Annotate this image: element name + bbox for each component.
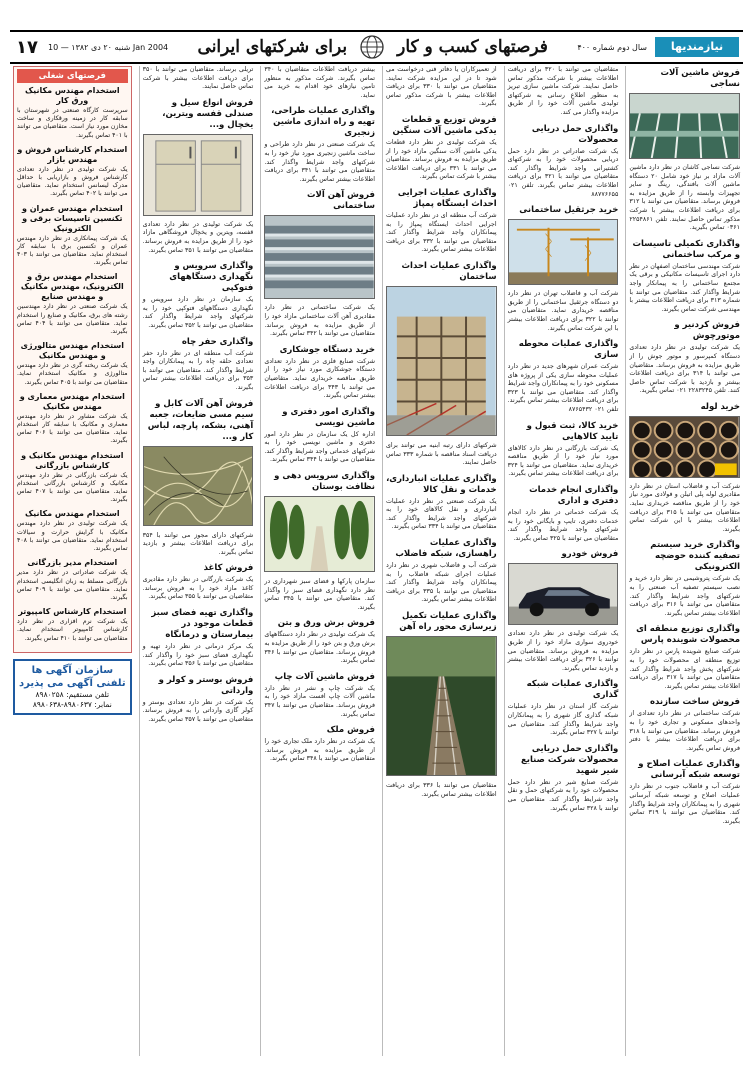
jobs-box [13, 66, 132, 653]
ad-office-phone: تلفن مستقیم: ۸۹۸۰۲۵۸ [35, 689, 110, 699]
ad-text: شرکت صنایع شیر در نظر دارد حمل محصولات خود را به شرکتهای حمل و نقل واجد شرایط واگذار کند. متقاضیان می توانند با ۳۲۸ تماس بگیرند. [507, 778, 619, 812]
ad-text: اداره کل یک سازمان در نظر دارد امور دفتری و ماشین نویسی خود را به شرکتهای خدماتی واجد شرایط واگذار کند. متقاضیان می توانند با ۳۴۴ تماس بگیرند. [264, 430, 375, 464]
ad-item [264, 618, 375, 665]
ad-title: واگذاری عملیات انبارداری، خدمات و نقل کالا [386, 473, 497, 495]
ad-title: واگذاری عملیات اجرایی احداث ایستگاه پمپاژ [397, 187, 497, 209]
ad-title: فروش ماشین آلات چاپ [274, 671, 375, 682]
ad-text: متقاضیان می توانند با ۳۳۶ برای دریافت اطلاعات بیشتر تماس بگیرند. [385, 782, 497, 798]
ad-item [629, 624, 740, 691]
ad-title: فروش ماشین آلات نساجی [660, 68, 740, 89]
ad-item [508, 205, 619, 333]
job-title: استخدام مهندس مکانیک و کارشناس بازرگانی [21, 450, 124, 470]
ad-item [629, 239, 740, 315]
ad-text: یک شرکت صنعتی در نظر دارد عملیات انبارداری و نقل کالاهای خود را به شرکتهای واجد شرایط واگذار کند. متقاضیان می توانند با ۳۳۴ تماس بگیرند. [385, 497, 497, 531]
job-title: استخدام مهندس عمران و تکنسین تاسیسات برقی و الکترونیک [21, 203, 123, 233]
job-text: یک شرکت بازرگانی در نظر دارد مهندس مکانیک و کارشناس بازرگانی استخدام نماید. متقاضیان می توانند با ۴۰۷ تماس بگیرند. [17, 471, 128, 504]
job-item [17, 86, 128, 140]
ad-item [264, 471, 375, 572]
ad-item [629, 402, 740, 535]
ad-title: واگذاری عملیات اصلاح و توسعه شبکه آبرسانی [638, 759, 740, 781]
ad-text: سازمان پارکها و فضای سبز شهرداری در نظر دارد نگهداری فضای سبز را واگذار کند. متقاضیان می توانند با ۳۴۵ تماس بگیرند. [264, 578, 375, 611]
ad-item [629, 540, 740, 618]
ad-item [143, 608, 254, 669]
ad-title: واگذاری عملیات طراحی، تهیه و راه اندازی ماشین زنجیری [271, 106, 375, 139]
ad-text: یک شرکت صنعتی در نظر دارد طراحی و ساخت ماشین زنجیری مورد نیاز خود را به شرکتهای واجد شرایط واگذار کند. متقاضیان می توانند با ۳۴۱ برای دریافت اطلاعات بیشتر تماس بگیرند. [264, 141, 375, 183]
ad-item [629, 697, 740, 753]
ad-item [508, 549, 619, 673]
job-title: استخدام مهندس مکانیک ورق کار [24, 86, 120, 105]
ad-title: فروش توزیع و قطعات یدکی ماشین آلات سنگین [392, 114, 497, 136]
ad-text: یک شرکت بازرگانی در نظر دارد کالاهای مورد نیاز خود را از طریق مناقصه خریداری نماید. متقاضیان می توانند با ۳۲۴ برای دریافت اطلاعات بیشتر تماس بگیرند. [507, 444, 619, 478]
ad-title: واگذاری حفر چاه [181, 336, 254, 347]
car-photo [508, 563, 619, 625]
ad-text: یک شرکت در نظر دارد تعدادی بوستر و کولر گازی وارداتی را به فروش برساند. متقاضیان می توانند با ۳۵۷ تماس بگیرند. [142, 698, 254, 724]
globe-icon [355, 34, 389, 60]
job-text: یک شرکت تولیدی در نظر دارد تعدادی کارشناس فروش و بازاریابی با حداقل مدرک لیسانس استخدام نماید. متقاضیان می توانند با ۴۰۲ تماس بگیرند. [17, 165, 128, 198]
ad-title: واگذاری عملیات محوطه سازی [518, 339, 619, 361]
job-item [17, 392, 128, 446]
job-item [17, 145, 128, 199]
ad-item [386, 538, 497, 605]
ad-text: تریلی برساند. متقاضیان می توانند با ۳۵۰ برای دریافت اطلاعات بیشتر با شرکت تماس حاصل نمایند. [142, 66, 254, 91]
column-4 [260, 66, 378, 1056]
ad-text: شرکت صنایع فلزی در نظر دارد تعدادی دستگاه جوشکاری مورد نیاز خود را از طریق مناقصه خریداری نماید. متقاضیان می توانند با ۳۴۳ برای دریافت اطلاعات بیشتر تماس بگیرند. [264, 357, 375, 400]
job-text: یک شرکت صنعتی در نظر دارد مهندسین رشته های برق، مکانیک و صنایع را استخدام نماید. متقاضیان می توانند با ۴۰۴ تماس بگیرند. [17, 303, 128, 336]
ad-office-title: سازمان آگهی ها تلفنی آگهی می پذیرد [19, 664, 126, 689]
ad-item [386, 474, 497, 532]
railway-photo [386, 636, 497, 776]
ad-title: فروش انواع سیل و صندلی قفسه ویترین، یخچال و... [162, 97, 254, 130]
masthead-title-a: فرصتهای کسب و کار [397, 37, 548, 57]
job-title: استخدام مهندس معماری و مهندس مکانیک [19, 391, 125, 411]
ad-item [264, 578, 375, 612]
job-text: سرپرست کارگاه صنعتی در شهرستان با سابقه کار در زمینه ورقکاری و ساخت مخازن مورد نیاز است. متقاضیان می توانند با ۴۰۱ تماس بگیرند. [17, 107, 128, 139]
ad-title: واگذاری حمل دریایی محصولات شرکت صنایع شیر شهید [520, 743, 619, 776]
ad-item [508, 339, 619, 415]
job-text: یک شرکت صادراتی در نظر دارد مدیر بازرگانی مسلط به زبان انگلیسی استخدام نماید. متقاضیان می توانند با ۴۰۹ تماس بگیرند. [17, 569, 128, 601]
job-title: استخدام مهندس مکانیک [24, 509, 120, 519]
ad-title: واگذاری عملیات شبکه گذاری [526, 679, 619, 701]
ad-text: یک شرکت تولیدی در نظر دارد تعدادی خودروی سواری مازاد خود را از طریق مزایده به فروش برساند. متقاضیان می توانند با ۳۲۶ برای دریافت اطلاعات بیشتر و بازدید تماس بگیرند. [507, 630, 619, 672]
ad-item [264, 190, 375, 338]
job-title: استخدام مهندس برق و الکترونیک، مهندس مکانیک و مهندس صنایع [20, 272, 124, 302]
building-construction-photo [386, 286, 497, 436]
date-line: شنبه ۲۰ دی ۱۳۸۲ — 10 Jan 2004 [47, 42, 169, 52]
column-1 [625, 66, 743, 1056]
job-text: یک شرکت مشاور در نظر دارد مهندس معماری و مکانیک با سابقه کار استخدام نماید. متقاضیان می توانند با ۴۰۶ تماس بگیرند. [17, 412, 128, 445]
ad-item [508, 679, 619, 737]
ad-title: واگذاری تهیه فضای سبز قطعات موجود در بیمارستان و درمانگاه [151, 608, 254, 641]
job-item [17, 607, 128, 643]
ad-item [629, 68, 740, 233]
job-item [17, 341, 128, 387]
ad-text: یک شرکت خدماتی در نظر دارد انجام خدمات دفتری، تایپ و بایگانی خود را به شرکتهای واجد شرایط واگذار کند. متقاضیان می توانند با ۳۲۵ تماس بگیرند. [507, 509, 619, 542]
ad-item [143, 261, 254, 330]
ad-text: یک شرکت تولیدی در نظر دارد تعدادی قفسه، ویترین و یخچال فروشگاهی مازاد خود را از طریق مزایده به فروش برساند. متقاضیان می توانند با ۳۵۱ تماس بگیرند. [142, 220, 254, 254]
ad-text: یک شرکت ساختمانی در نظر دارد مقادیری آهن آلات ساختمانی مازاد خود را از طریق مزایده به فروش برساند. متقاضیان می توانند با ۳۴۲ تماس بگیرند. [264, 304, 375, 338]
ad-text: یک شرکت تولیدی در نظر دارد تعدادی دستگاه کمپرسور و موتور جوش را از طریق مزایده به فروش برساند. متقاضیان می توانند با ۳۱۴ برای دریافت اطلاعات بیشتر و بازدید با شرکت تماس حاصل کنند. تلفن ۲۲۸۳۲۴۵ ۰۲۱ تماس بگیرید. [629, 344, 740, 395]
ad-item [386, 782, 497, 799]
job-text: یک شرکت پیمانکاری در نظر دارد مهندس عمران و تکنسین برق با سابقه کار استخدام نماید. متقاضیان می توانند با ۴۰۳ تماس بگیرند. [17, 234, 128, 267]
ad-text: یک شرکت بازرگانی در نظر دارد مقادیری کاغذ مازاد خود را به فروش برساند. متقاضیان می توانند با ۳۵۵ تماس بگیرند. [142, 576, 254, 601]
ad-office-box [13, 659, 132, 715]
ad-item [386, 261, 497, 436]
job-item [17, 272, 128, 336]
ad-item [264, 725, 375, 764]
masthead [168, 34, 577, 60]
ad-text: شرکتهای دارای رتبه ابنیه می توانند برای دریافت اسناد مناقصه با شماره ۳۳۳ تماس حاصل نمایند. [385, 441, 497, 467]
ad-text: یک شرکت در نظر دارد ملک تجاری خود را از طریق مزایده به فروش برساند. متقاضیان می توانند با ۳۴۸ تماس بگیرند. [264, 738, 375, 763]
ad-text: شرکت آب و فاضلاب استان در نظر دارد مقادیری لوله پلی اتیلن و فولادی مورد نیاز خود را از طریق مناقصه خریداری نماید. متقاضیان می توانند با ۳۱۵ برای دریافت اطلاعات بیشتر با این شرکت تماس بگیرند. [629, 482, 740, 533]
ad-item [143, 98, 254, 255]
ad-item [386, 442, 497, 468]
ad-text: شرکت مهندسی ساختمان اصفهان در نظر دارد اجرای تاسیسات مکانیکی و برقی یک مجتمع ساختمانی را به پیمانکار واجد شرایط واگذار کند. متقاضیان می توانند با شماره ۳۱۳ برای دریافت اطلاعات بیشتر با مهندسی شرکت تماس بگیرند. [629, 262, 741, 313]
ad-title: فروش کاغذ [203, 563, 254, 574]
ad-title: خرید جرثقیل ساختمانی [519, 205, 619, 216]
ad-title: واگذاری عملیات تکمیل زیرسازی محور راه آهن [399, 611, 497, 633]
pipes-photo [629, 416, 740, 478]
ad-text: شرکت صنایع شوینده پارس در نظر دارد توزیع منطقه ای محصولات خود را به شرکتهای پخش واجد شرایط واگذار کند. متقاضیان می توانند با ۳۱۷ برای دریافت اطلاعات بیشتر تماس بگیرند. [629, 648, 740, 690]
ad-item [508, 124, 619, 200]
ad-text: یک شرکت پتروشیمی در نظر دارد خرید و نصب سیستم تصفیه آب صنعتی را به شرکتهای واجد شرایط واگذار کند. متقاضیان می توانند با ۳۱۶ برای دریافت اطلاعات بیشتر تماس بگیرند. [629, 575, 740, 617]
ad-title: فروش ملک [326, 725, 375, 736]
job-item [17, 509, 128, 553]
ad-item [143, 399, 254, 526]
column-3 [382, 66, 500, 1056]
ad-item [143, 532, 254, 558]
logo: نیازمندیها [655, 37, 739, 57]
ad-office-fax: نمابر: ۸۹۸۰۶۳۷-۸۹۸۰۶۳۸ [32, 699, 112, 709]
column-2 [504, 66, 622, 1056]
ad-item [386, 611, 497, 776]
ad-title: فروش بوستر و کولر و وارداتی [158, 674, 254, 696]
ad-text: شرکت ساختمانی در نظر دارد تعدادی از واحدهای مسکونی و تجاری خود را به فروش برساند. متقاضیان می توانند با ۳۱۸ برای دریافت اطلاعات بیشتر با دفتر فروش تماس بگیرند. [629, 710, 740, 752]
column-5 [139, 66, 257, 1056]
ad-item [264, 407, 375, 465]
ad-title: خرید کالا، ثبت قبول و تایید کالاهایی [526, 420, 619, 442]
ad-text: یک شرکت صادراتی در نظر دارد حمل دریایی محصولات خود را به شرکتهای کشتیرانی واجد شرایط واگذار کند. متقاضیان می توانند با ۳۲۱ برای دریافت اطلاعات بیشتر تماس بگیرند. تلفن ۰۲۱ ۸۸۷۷۶۶۵۵ [507, 147, 619, 198]
ad-item [264, 66, 375, 100]
ad-title: واگذاری حمل دریایی محصولات [531, 123, 619, 145]
job-text: یک شرکت تولیدی در نظر دارد مهندس مکانیک با گرایش حرارت و سیالات استخدام نماید. متقاضیان می توانند با ۴۰۸ تماس بگیرند. [17, 520, 128, 553]
ad-item [264, 672, 375, 719]
ad-item [264, 345, 375, 401]
ad-text: شرکت آب و فاضلاب شهری در نظر دارد عملیات اجرای شبکه فاضلاب را به پیمانکاران واجد شرایط واگذار کند. متقاضیان می توانند با ۳۳۵ برای دریافت اطلاعات بیشتر تماس بگیرند. [385, 562, 497, 604]
job-text: یک شرکت نرم افزاری در نظر دارد کارشناس کامپیوتر استخدام نماید. متقاضیان می توانند با ۴۱۰ تماس بگیرند. [17, 618, 128, 642]
ad-title: فروش خودرو [561, 549, 619, 560]
textile-machines-photo [629, 93, 740, 159]
ad-item [143, 66, 254, 92]
ad-title: خرید دستگاه جوشکاری [279, 344, 375, 355]
job-item [17, 558, 128, 602]
ad-title: واگذاری امور دفتری و ماشین نویسی [282, 406, 375, 428]
ad-text: یک شرکت چاپ و نشر در نظر دارد ماشین آلات چاپ افست مازاد خود را به فروش برساند. متقاضیان می توانند با ۳۴۷ تماس بگیرند. [264, 684, 375, 718]
scrap-cables-photo [143, 446, 254, 526]
ad-text: شرکت گاز استان در نظر دارد عملیات شبکه گذاری گاز شهری را به پیمانکاران واجد شرایط واگذار کند. متقاضیان می توانند با ۳۲۷ تماس بگیرند. [507, 703, 619, 737]
ad-title: واگذاری عملیات راهسازی، شبکه فاضلاب [395, 538, 497, 560]
ad-title: فروش آهن آلات ساختمانی [306, 190, 375, 212]
ad-title: واگذاری عملیات احداث ساختمان [401, 260, 497, 282]
ad-text: یک سازمان در نظر دارد سرویس و نگهداری دستگاههای فتوکپی خود را به شرکتهای واجد شرایط واگذار کند. متقاضیان می توانند با ۳۵۲ تماس بگیرند. [142, 296, 254, 329]
crane-photo [508, 219, 619, 285]
masthead-title-b: برای شرکتهای ایرانی [197, 37, 348, 57]
ad-text: یک مرکز درمانی در نظر دارد تهیه و نگهداری فضای سبز خود را واگذار کند. متقاضیان می توانند با ۳۵۶ تماس بگیرند. [142, 643, 254, 668]
issue-number: سال دوم شماره ۴۰۰ [577, 42, 647, 52]
page-header [10, 30, 743, 64]
ad-item [508, 421, 619, 479]
job-text: یک شرکت ریخته گری در نظر دارد مهندس متالورژی و مکانیک استخدام نماید. متقاضیان می توانند با ۴۰۵ تماس بگیرند. [17, 362, 128, 386]
ad-title: فروش برش ورق و بتن [277, 618, 375, 629]
ad-item [508, 744, 619, 813]
ad-text: از تعمیرکاران یا دفاتر فنی درخواست می شود تا در این مزایده شرکت نمایند. متقاضیان می توانند با ۳۳۰ برای دریافت اطلاعات بیشتر با شرکت مذکور تماس بگیرند. [385, 66, 497, 108]
ad-title: واگذاری تکمیلی تاسیسات و مرکب ساختمانی [632, 238, 740, 260]
ad-text: شرکت آب منطقه ای در نظر دارد حفر تعدادی حلقه چاه را به پیمانکاران واجد شرایط واگذار کند. متقاضیان می توانند با ۳۵۳ برای دریافت اطلاعات بیشتر تماس بگیرند. [142, 349, 254, 391]
ad-title: واگذاری انجام خدمات دفتری و اداری [529, 485, 619, 507]
ad-item [386, 115, 497, 182]
ad-item [386, 188, 497, 255]
ad-text: شرکت عمران شهرهای جدید در نظر دارد عملیات محوطه سازی یکی از پروژه های مسکونی خود را به پیمانکاران واجد شرایط واگذار کند. متقاضیان می توانند با ۳۲۳ برای دریافت اطلاعات بیشتر تماس بگیرند. تلفن ۰۲۱ ۸۷۶۵۴۳۲ [507, 363, 619, 414]
ad-text: شرکت آب و فاضلاب جنوب در نظر دارد عملیات اصلاح و توسعه شبکه آبرسانی شهری را به پیمانکاران واجد شرایط واگذار کند. متقاضیان می توانند با ۳۱۹ تماس بگیرند. [629, 783, 740, 825]
ad-title: واگذاری خرید سیستم تصفیه کننده حوضچه الکترونیکی [650, 540, 740, 573]
ad-item [264, 106, 375, 184]
job-item [17, 451, 128, 505]
columns [10, 66, 743, 1056]
job-title: استخدام کارشناس کامپیوتر [18, 607, 127, 617]
job-title: استخدام کارشناس فروش و مهندس بازار [17, 144, 128, 164]
ad-item [629, 320, 740, 396]
ad-item [143, 675, 254, 725]
ad-text: شرکت آب منطقه ای در نظر دارد عملیات اجرایی احداث ایستگاه پمپاژ را به پیمانکاران واجد شرایط واگذار کند. متقاضیان می توانند با ۳۳۲ برای دریافت اطلاعات بیشتر تماس بگیرند. [385, 211, 497, 254]
ad-item [629, 759, 740, 826]
ad-text: شرکت نساجی کاشان در نظر دارد ماشین آلات مازاد بر نیاز خود شامل ۲۰ دستگاه ماشین آلات بافندگی، رینگ و سایر تجهیزات وابسته را از طریق مزایده به فروش برساند. متقاضیان می توانند با ۳۱۲ برای دریافت اطلاعات بیشتر با شرکت مذکور تماس حاصل نمایند. تلفن ۲۲۵۴۸۶۱ ۰۳۶۱ تماس بگیرید. [629, 164, 740, 232]
column-6 [10, 66, 135, 1056]
page-number: ۱۷ [16, 36, 38, 58]
ad-title: فروش آهن آلات کابل و سیم مسی ضایعات، جعبه آهنی، بشکه، پارچه، لباس کار و... [147, 398, 254, 442]
ad-text: یک شرکت تولیدی در نظر دارد دستگاههای برش ورق و بتن خود را از طریق مزایده به فروش برساند. متقاضیان می توانند با ۳۴۶ تماس بگیرند. [264, 631, 375, 665]
park-photo [264, 496, 375, 572]
ad-text: شرکتهای دارای مجوز می توانند با ۳۵۴ برای دریافت اطلاعات بیشتر و بازدید تماس بگیرند. [142, 531, 254, 556]
ad-item [143, 563, 254, 602]
ad-text: یک شرکت تولیدی در نظر دارد قطعات یدکی ماشین آلات سنگین مازاد خود را از طریق مزایده به فروش برساند. متقاضیان می توانند با ۳۳۱ برای دریافت اطلاعات بیشتر با شرکت تماس بگیرند. [385, 138, 497, 181]
ad-text: بیشتر دریافت اطلاعات متقاضیان با ۳۴۰ تماس بگیرند. شرکت مذکور به منظور تامین نیازهای خود اقدام به خرید می نماید. [264, 66, 375, 99]
job-title: استخدام مدیر بازرگانی [27, 558, 118, 568]
ad-text: متقاضیان می توانند با ۳۲۰ برای دریافت اطلاعات بیشتر با شرکت مذکور تماس حاصل نمایند. شرکت ماشین سازی تبریز به منظور اطلاع رسانی به شرکتهای تولیدی ماشین آلات خود را از طریق مزایده واگذار می کند. [507, 66, 619, 116]
ad-title: واگذاری سرویس دهی و نظافت بوستان [274, 471, 375, 493]
ad-item [386, 66, 497, 109]
ad-title: واگذاری توزیع منطقه ای محصولات شوینده پارس [636, 624, 740, 646]
refrigerators-photo [143, 134, 254, 216]
ad-text: شرکت آب و فاضلاب تهران در نظر دارد دو دستگاه جرثقیل ساختمانی را از طریق مناقصه خریداری نماید. متقاضیان می توانند با ۳۲۲ برای دریافت اطلاعات بیشتر با این شرکت تماس بگیرند. [507, 290, 619, 332]
ad-title: فروش کردنیر و موتورچوش [674, 320, 740, 342]
ad-title: خرید لوله [700, 401, 740, 412]
ad-item [143, 337, 254, 393]
ad-item [508, 485, 619, 543]
ad-title: واگذاری سرویس و نگهداری دستگاههای فتوکپی [169, 261, 254, 294]
ad-title: فروش ساخت سازنده [649, 697, 740, 708]
job-item [17, 204, 128, 268]
jobs-banner: فرصتهای شغلی [17, 69, 128, 83]
ad-item [508, 66, 619, 118]
steel-beams-photo [264, 215, 375, 299]
job-title: استخدام مهندس متالورژی و مهندس مکانیک [20, 341, 125, 361]
